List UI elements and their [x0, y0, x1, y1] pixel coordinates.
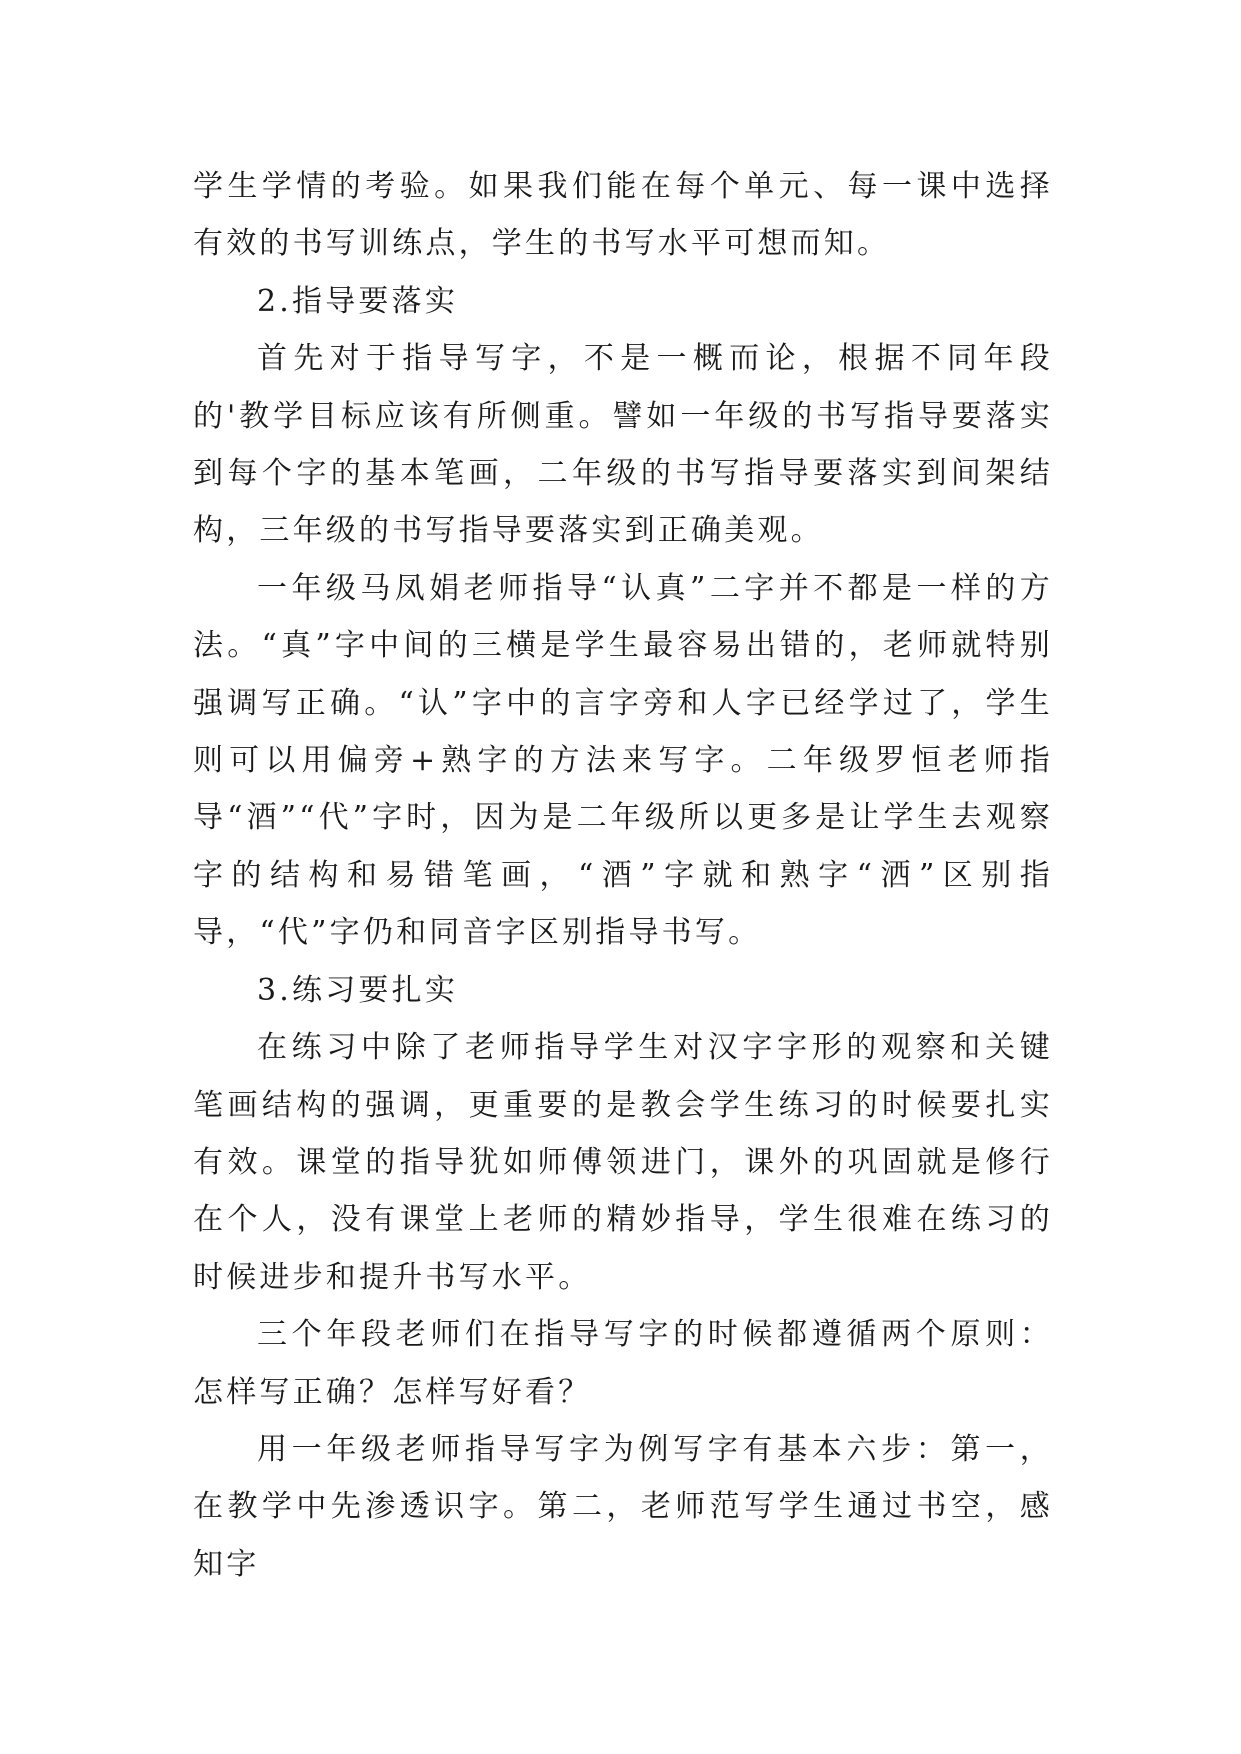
document-page — [193, 158, 1053, 1593]
section-heading-2: 2.指导要落实 — [257, 283, 459, 319]
section-heading-3: 3.练习要扎实 — [257, 972, 459, 1008]
paragraph-guidance-goals: 首先对于指导写字，不是一概而论，根据不同年段的'教学目标应该有所侧重。譬如一年级的书写指导要落实到每个字的基本笔画，二年级的书写指导要落实到间架结构，三年级的书写指导要落实到正确美观。 — [193, 341, 1053, 549]
paragraph-six-steps: 用一年级老师指导写字为例写字有基本六步：第一，在教学中先渗透识字。第二，老师范写学生通过书空，感知字 — [193, 1431, 1053, 1582]
paragraph-principles: 三个年段老师们在指导写字的时候都遵循两个原则：怎样写正确？怎样写好看？ — [193, 1317, 1053, 1410]
paragraph-grade-examples: 一年级马凤娟老师指导“认真”二字并不都是一样的方法。“真”字中间的三横是学生最容易出错的，老师就特别强调写正确。“认”字中的言字旁和人字已经学过了，学生则可以用偏旁+熟字的方法来写字。二年级罗恒老师指导“酒”“代”字时，因为是二年级所以更多是让学生去观察字的结构和易错笔画，“酒”字就和熟字“洒”区别指导，“代”字仍和同音字区别指导书写。 — [193, 570, 1053, 951]
paragraph-continuation: 学生学情的考验。如果我们能在每个单元、每一课中选择有效的书写训练点，学生的书写水平可想而知。 — [193, 169, 1053, 262]
paragraph-practice: 在练习中除了老师指导学生对汉字字形的观察和关键笔画结构的强调，更重要的是教会学生练习的时候要扎实有效。课堂的指导犹如师傅领进门，课外的巩固就是修行在个人，没有课堂上老师的精妙指导，学生很难在练习的时候进步和提升书写水平。 — [193, 1030, 1053, 1295]
